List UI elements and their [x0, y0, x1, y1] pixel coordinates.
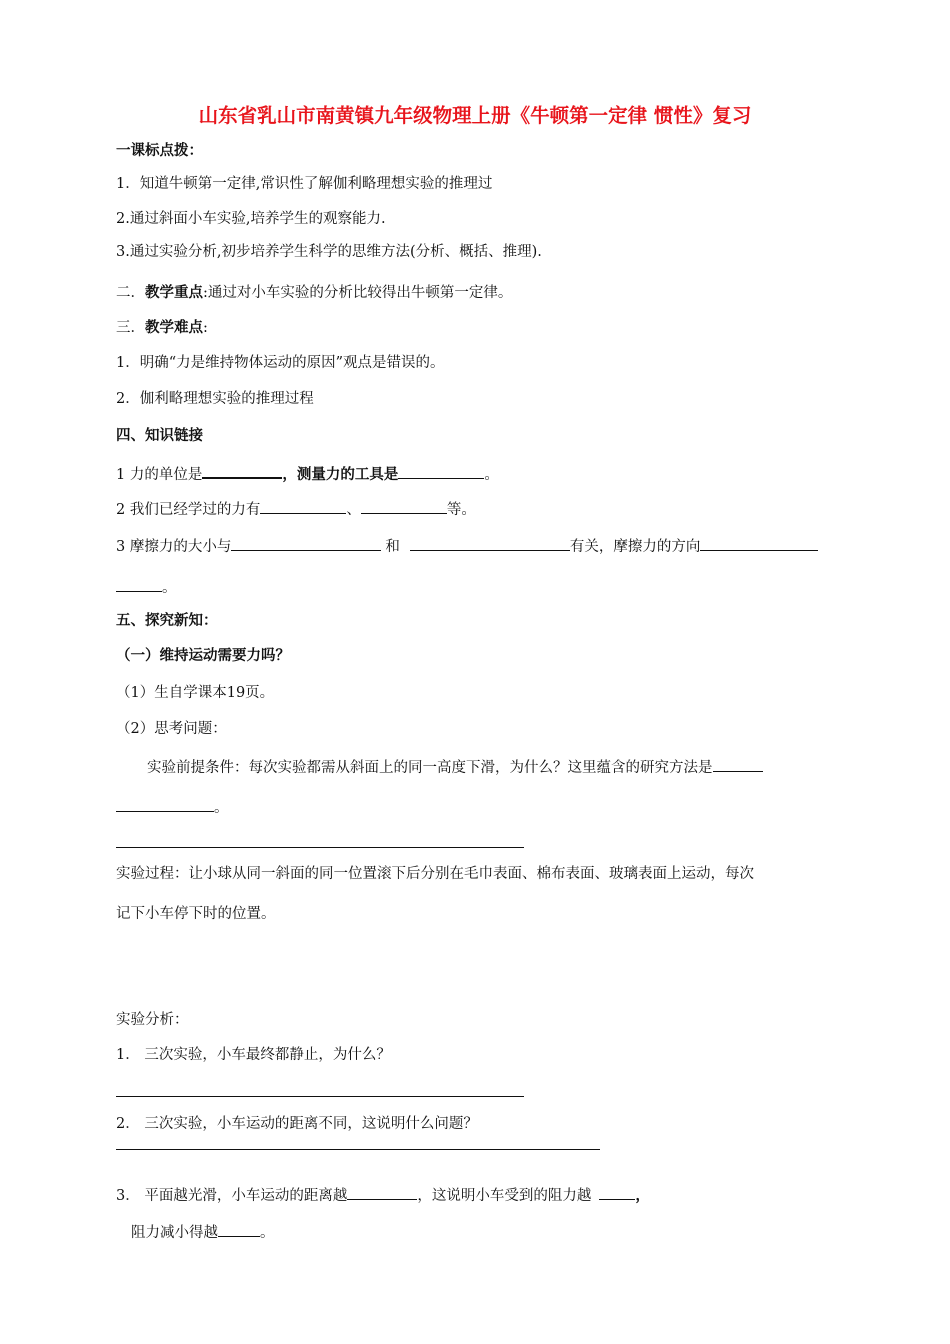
q3a-blank-3[interactable]: [218, 1221, 260, 1237]
q2-text-a: 2 我们已经学过的力有: [116, 502, 261, 518]
q1-text-b: ，测量力的工具是: [282, 466, 399, 483]
document-title: 山东省乳山市南黄镇九年级物理上册《牛顿第一定律 惯性》复习: [198, 104, 752, 127]
process-line-1: 实验过程：让小球从同一斜面的同一位置滚下后分别在毛巾表面、棉布表面、玻璃表面上运动，每次: [116, 866, 754, 882]
premise-blank-cont[interactable]: [116, 796, 214, 812]
q3a-blank-1[interactable]: [347, 1184, 417, 1200]
q2-blank-2[interactable]: [361, 498, 447, 514]
q3-text-d: 。: [162, 580, 177, 596]
q3-blank-1[interactable]: [231, 535, 381, 551]
process-line-2: 记下小车停下时的位置。: [116, 906, 276, 922]
q3-text-b: 和: [385, 539, 400, 555]
section3-prefix: 三．: [116, 320, 145, 336]
q2-blank-1[interactable]: [260, 498, 346, 514]
q3-blank-2[interactable]: [410, 535, 570, 551]
section3-suffix: :: [203, 320, 208, 336]
q1-text-c: 。: [484, 467, 499, 483]
section2-line: [116, 283, 512, 303]
section3-line: [116, 318, 208, 338]
knowledge-q3: [116, 535, 818, 557]
q3-text-c: 有关，摩擦力的方向: [569, 539, 701, 555]
q2-text-b: 、: [346, 502, 361, 518]
q1-blank-2[interactable]: [398, 463, 484, 479]
analysis-heading: 实验分析：: [116, 1012, 189, 1028]
analysis-q3: [116, 1184, 650, 1206]
section2-text: :通过对小车实验的分析比较得出牛顿第一定律。: [203, 285, 513, 301]
step-2: （2）思考问题：: [116, 721, 227, 737]
knowledge-q1: [116, 462, 499, 485]
knowledge-q3-cont: [116, 576, 177, 598]
q3a-blank-2[interactable]: [599, 1184, 635, 1200]
section5-heading: 五、探究新知：: [116, 613, 218, 629]
premise-end: 。: [214, 800, 229, 816]
q3-blank-3-cont[interactable]: [116, 576, 162, 592]
section2-heading: 教学重点: [145, 285, 203, 301]
premise-line-cont: [116, 796, 229, 818]
premise-text: 实验前提条件：每次实验都需从斜面上的同一高度下滑，为什么？这里蕴含的研究方法是: [147, 760, 713, 776]
q3a-text-b: ，这说明小车受到的阻力越: [417, 1188, 592, 1204]
q3-blank-3[interactable]: [700, 535, 818, 551]
difficulty-1: 1．明确“力是维持物体运动的原因”观点是错误的。: [116, 355, 445, 371]
q3-text-a: 3 摩擦力的大小与: [116, 539, 232, 555]
q1-text-a: 1 力的单位是: [116, 467, 203, 483]
objective-3: 3.通过实验分析,初步培养学生科学的思维方法(分析、概括、推理).: [116, 244, 542, 260]
section2-prefix: 二．: [116, 285, 145, 301]
objective-1: 1．知道牛顿第一定律,常识性了解伽利略理想实验的推理过: [116, 176, 493, 192]
answer-line-q1[interactable]: [116, 1096, 524, 1097]
premise-blank[interactable]: [713, 756, 763, 772]
section4-heading: 四、知识链接: [116, 428, 203, 444]
answer-line-premise[interactable]: [116, 847, 524, 848]
q2-text-c: 等。: [446, 502, 476, 518]
analysis-q3-cont: [131, 1221, 275, 1243]
objective-2: 2.通过斜面小车实验,培养学生的观察能力.: [116, 211, 386, 227]
q1-blank-1[interactable]: [202, 462, 282, 479]
section5-sub1: （一）维持运动需要力吗？: [116, 648, 290, 664]
premise-line: [147, 756, 763, 778]
answer-line-q2[interactable]: [116, 1149, 600, 1150]
analysis-q1: 1． 三次实验，小车最终都静止，为什么？: [116, 1047, 391, 1063]
difficulty-2: 2．伽利略理想实验的推理过程: [116, 391, 314, 407]
q3a-text-a: 3． 平面越光滑，小车运动的距离越: [116, 1188, 348, 1204]
q3a-text-c: ，: [635, 1187, 650, 1204]
q3a-text-d: 阻力减小得越: [131, 1225, 218, 1241]
step-1: （1）生自学课本19页。: [116, 685, 275, 701]
knowledge-q2: [116, 498, 476, 520]
section3-heading: 教学难点: [145, 320, 203, 336]
analysis-q2: 2． 三次实验，小车运动的距离不同，这说明什么问题？: [116, 1116, 478, 1132]
q3a-text-e: 。: [260, 1225, 275, 1241]
section1-heading: 一课标点拨：: [116, 143, 203, 159]
